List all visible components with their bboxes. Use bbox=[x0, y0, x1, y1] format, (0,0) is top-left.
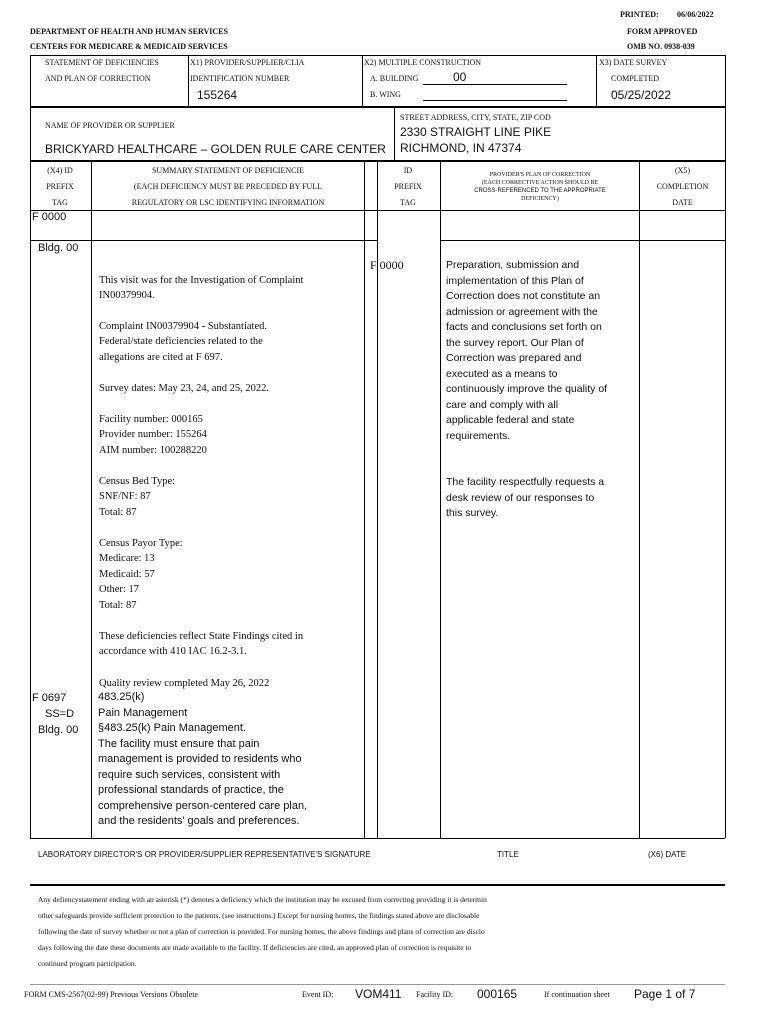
summary-header-3: REGULATORY OR LSC IDENTIFYING INFORMATION bbox=[131, 198, 325, 207]
poc-header-4: DEFICIENCY) bbox=[521, 196, 559, 202]
address-line-2: RICHMOND, IN 47374 bbox=[400, 141, 522, 155]
form-approved: FORM APPROVED bbox=[627, 27, 698, 36]
x5-header-3: DATE bbox=[672, 198, 693, 207]
plan-of-correction-2: The facility respectfully requests a desk review of our responses to this survey. bbox=[446, 476, 605, 519]
id-header-3: TAG bbox=[400, 198, 416, 207]
page-number: Page 1 of 7 bbox=[634, 987, 696, 1001]
building-label: A. BUILDING bbox=[370, 74, 419, 83]
provider-name-label: NAME OF PROVIDER OR SUPPLIER bbox=[45, 121, 175, 130]
address-label: STREET ADDRESS, CITY, STATE, ZIP COD bbox=[400, 113, 551, 122]
id-header-1: ID bbox=[403, 166, 413, 175]
printed-date: 06/06/2022 bbox=[677, 10, 714, 19]
x5-header-1: (X5) bbox=[674, 166, 691, 175]
poc-header-1: PROVIDER'S PLAN OF CORRECTION bbox=[489, 172, 591, 178]
address-line-1: 2330 STRAIGHT LINE PIKE bbox=[400, 125, 552, 139]
wing-label: B. WING bbox=[370, 90, 401, 99]
summary-para-1: This visit was for the Investigation of Complaint IN00379904. bbox=[99, 274, 304, 301]
continuation-label: If continuation sheet bbox=[544, 990, 610, 999]
provider-name: BRICKYARD HEALTHCARE – GOLDEN RULE CARE CENTER bbox=[45, 142, 386, 156]
statement-label-1: STATEMENT OF DEFICIENCIES bbox=[45, 58, 159, 67]
x1-label-2: IDENTIFICATION NUMBER bbox=[190, 74, 290, 83]
event-id-label: Event ID: bbox=[302, 990, 334, 999]
summary-para-5: Census Bed Type: SNF/NF: 87 Total: 87 bbox=[99, 475, 176, 518]
tag-f0000: F 0000 bbox=[32, 211, 67, 223]
bldg-label: Bldg. 00 bbox=[38, 242, 79, 254]
tag-f0697: F 0697 bbox=[32, 692, 67, 704]
summary-para-3: Survey dates: May 23, 24, and 25, 2022. bbox=[99, 382, 270, 394]
building-value: 00 bbox=[453, 70, 467, 84]
poc-header-3: CROSS-REFERENCED TO THE APPROPRIATE bbox=[474, 188, 606, 194]
date-label: (X6) DATE bbox=[648, 850, 687, 859]
x2-label: X2) MULTIPLE CONSTRUCTION bbox=[364, 58, 482, 67]
summary-header-2: (EACH DEFICIENCY MUST BE PRECEDED BY FULL bbox=[133, 182, 323, 191]
x4-header-3: TAG bbox=[52, 198, 68, 207]
event-id-value: VOM411 bbox=[355, 987, 402, 1001]
x4-header-2: PREFIX bbox=[46, 182, 74, 191]
poc-header-2: (EACH CORRECTIVE ACTION SHOULD BE bbox=[481, 180, 599, 186]
printed-label: PRINTED: bbox=[620, 10, 659, 19]
disclaimer: Any defiencystatement ending with an asterisk (*) denotes a deficiency which the institution may be excused from correcting providing it is determin other safeguards provide sufficient protection to the patients. (see instructions.) Except for nursing homes, the findings stated above are disclosable following the date of survey whether or not a plan of correction is provided. For nursing homes, the above findings and plans of correction are disclo days following the date these documents are made available to the facility. If deficiencies are cited, an approved plan of correction is requisite to continued program participation. bbox=[38, 895, 487, 968]
severity-scope: SS=D bbox=[45, 708, 75, 720]
survey-date-value: 05/25/2022 bbox=[611, 88, 672, 102]
form-number: FORM CMS-2567(02-99) Previous Versions Obsolete bbox=[24, 990, 199, 999]
centers-title: CENTERS FOR MEDICARE & MEDICAID SERVICES bbox=[30, 42, 228, 51]
title-label: TITLE bbox=[497, 850, 519, 859]
facility-id-label: Facility ID: bbox=[416, 990, 454, 999]
x5-header-2: COMPLETION bbox=[656, 182, 709, 191]
summary-para-4: Facility number: 000165 Provider number: 155264 AIM number: 100288220 bbox=[99, 413, 207, 456]
f697-text: 483.25(k) Pain Management §483.25(k) Pain Management. The facility must ensure that pain management is provided to residents who require such services, consistent with professional standards of practice, the comprehensive person-centered care plan, and the residents' goals and preferences. bbox=[98, 691, 308, 827]
statement-label-2: AND PLAN OF CORRECTION bbox=[45, 74, 151, 83]
bldg-label-2: Bldg. 00 bbox=[38, 724, 79, 736]
summary-para-6: Census Payor Type: Medicare: 13 Medicaid: 57 Other: 17 Total: 87 bbox=[99, 537, 183, 611]
provider-id-value: 155264 bbox=[197, 88, 238, 102]
omb-number: OMB NO. 0938-039 bbox=[627, 42, 695, 51]
x3-label-1: X3) DATE SURVEY bbox=[599, 58, 668, 67]
summary-header-1: SUMMARY STATEMENT OF DEFICIENCIE bbox=[151, 166, 305, 175]
plan-of-correction-1: Preparation, submission and implementation of this Plan of Correction does not constitute an admission or agreement with the facts and conclusions set forth on the survey report. Our Plan of Correction was prepared and executed as a means to continuously improve the quality of care and comply with all applicable federal and state requirements. bbox=[446, 259, 608, 442]
id-f0000: F 0000 bbox=[370, 258, 404, 272]
facility-id-value: 000165 bbox=[477, 987, 518, 1001]
x3-label-2: COMPLETED bbox=[611, 74, 659, 83]
x1-label-1: X1) PROVIDER/SUPPLIER/CLIA bbox=[190, 58, 305, 67]
summary-para-7: These deficiencies reflect State Findings cited in accordance with 410 IAC 16.2-3.1. bbox=[99, 630, 304, 657]
summary-para-8: Quality review completed May 26, 2022 bbox=[99, 677, 270, 689]
summary-para-2: Complaint IN00379904 - Substantiated. Federal/state deficiencies related to the allegations are cited at F 697. bbox=[99, 320, 267, 363]
x4-header-1: (X4) ID bbox=[47, 166, 73, 175]
signature-label: LABORATORY DIRECTOR'S OR PROVIDER/SUPPLIER REPRESENTATIVE'S SIGNATURE bbox=[38, 850, 371, 859]
department-title: DEPARTMENT OF HEALTH AND HUMAN SERVICES bbox=[30, 27, 228, 36]
id-header-2: PREFIX bbox=[394, 182, 422, 191]
